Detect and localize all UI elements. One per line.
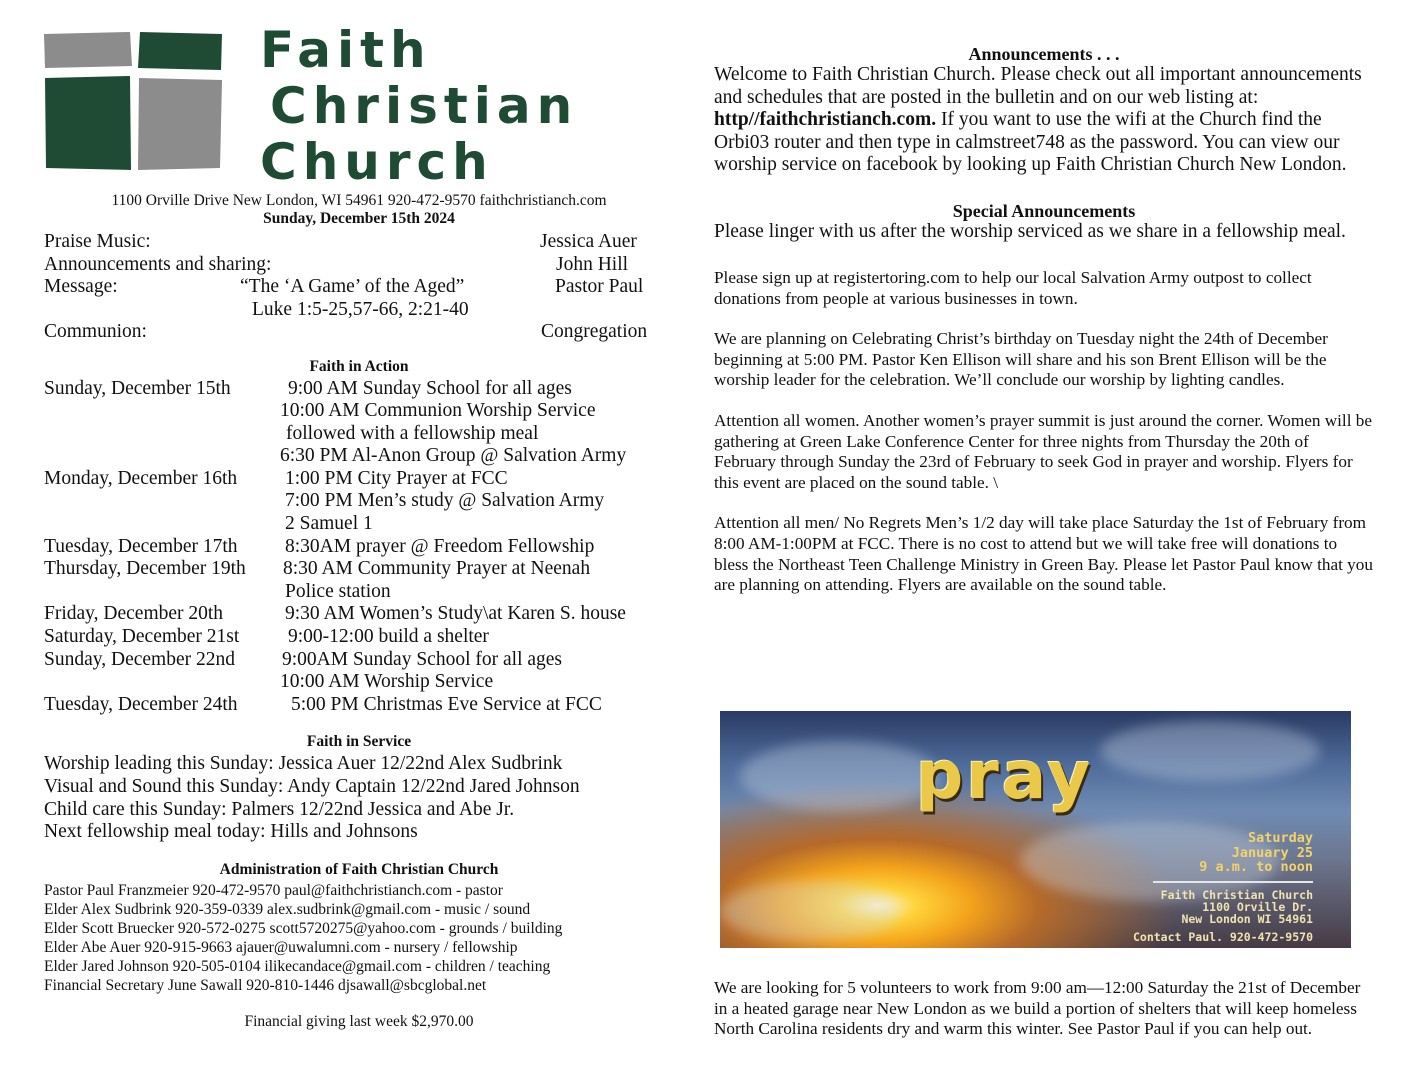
- announcement-paragraph: Please sign up at registertoring.com to help our local Salvation Army outpost to collect donations from people at various businesses in town.: [714, 268, 1312, 308]
- order-leader: Pastor Paul: [555, 276, 644, 297]
- order-label: Message:: [44, 276, 118, 297]
- schedule-row: [44, 694, 674, 717]
- pray-org: Faith Christian Church: [1160, 887, 1313, 902]
- left-column: [44, 21, 674, 1031]
- schedule-row: [44, 513, 674, 536]
- schedule-row: [44, 536, 674, 559]
- fellowship-meal-note: Please linger with us after the worship serviced as we share in a fellowship meal.: [714, 220, 1346, 242]
- schedule-row: [44, 558, 674, 581]
- order-of-service: [44, 231, 674, 344]
- announcements-title: Announcements . . .: [968, 44, 1120, 64]
- admin-line: Pastor Paul Franzmeier 920-472-9570 paul@faithchristianch.com - pastor: [44, 881, 503, 899]
- schedule-row: [44, 626, 674, 649]
- pray-event-details: [1133, 831, 1313, 943]
- faith-in-action-list: [44, 378, 674, 717]
- order-row: [44, 231, 674, 254]
- order-row: [44, 254, 674, 277]
- church-logo: [44, 21, 674, 191]
- church-address: 1100 Orville Drive New London, WI 54961 920-472-9570 faithchristianch.com: [111, 192, 607, 209]
- schedule-row: [44, 445, 674, 468]
- schedule-event: 9:00 AM Sunday School for all ages: [288, 377, 572, 399]
- cross-logo-icon: [44, 30, 224, 170]
- order-label: Praise Music:: [44, 231, 151, 252]
- schedule-day: Sunday, December 15th: [44, 377, 231, 399]
- faith-in-service-title: Faith in Service: [306, 733, 412, 751]
- schedule-event: 8:30 AM Community Prayer at Neenah: [283, 558, 591, 580]
- scripture-reference: Luke 1:5-25,57-66, 2:21-40: [252, 298, 469, 320]
- schedule-event: 9:00AM Sunday School for all ages: [282, 648, 563, 670]
- service-line: Next fellowship meal today: Hills and Johnsons: [44, 821, 418, 843]
- order-leader: Jessica Auer: [540, 231, 637, 252]
- administration-list: [44, 881, 674, 995]
- pray-flyer-image: [720, 711, 1351, 948]
- schedule-event: 10:00 AM Communion Worship Service: [280, 400, 596, 422]
- announcement-paragraph: We are planning on Celebrating Christ’s birthday on Tuesday night the 24th of December beginning at 5:00 PM. Pastor Ken Ellison will share and his son Brent Ellison will be the worship leader for the celebration. We’ll conclude our worship by lighting candles.: [714, 329, 1328, 390]
- order-label: Announcements and sharing:: [44, 253, 272, 275]
- admin-line: Elder Abe Auer 920-915-9663 ajauer@uwalumni.com - nursery / fellowship: [44, 938, 518, 956]
- schedule-event: 1:00 PM City Prayer at FCC: [285, 467, 508, 489]
- schedule-event: 9:30 AM Women’s Study\at Karen S. house: [285, 603, 626, 625]
- schedule-row: [44, 671, 674, 694]
- admin-line: Financial Secretary June Sawall 920-810-1446 djsawall@sbcglobal.net: [44, 976, 487, 994]
- right-column: [714, 44, 1374, 596]
- administration-title: Administration of Faith Christian Church: [219, 860, 499, 878]
- schedule-day: Thursday, December 19th: [44, 558, 246, 580]
- welcome-text: Welcome to Faith Christian Church. Please check out all important announcements and schedules that are posted in the bulletin and on our web listing at:: [714, 64, 1362, 108]
- schedule-event: 9:00-12:00 build a shelter: [288, 626, 489, 648]
- order-leader: John Hill: [556, 253, 629, 275]
- message-title: “The ‘A Game’ of the Aged”: [240, 276, 465, 297]
- schedule-event: 8:30AM prayer @ Freedom Fellowship: [285, 535, 595, 557]
- schedule-event: followed with a fellowship meal: [286, 422, 539, 444]
- logo-line-2: Christian: [270, 77, 579, 135]
- schedule-day: Tuesday, December 17th: [44, 535, 238, 557]
- order-row: [44, 299, 674, 322]
- schedule-row: [44, 581, 674, 604]
- schedule-row: [44, 423, 674, 446]
- schedule-event: 2 Samuel 1: [285, 513, 373, 535]
- welcome-text-rest: If you want to use the wifi at the Church find the Orbi03 router and then type in calmstreet748 as the password. You can view our worship service on facebook by looking up Faith Christian Church New London.: [714, 109, 1347, 175]
- faith-in-action-title: Faith in Action: [309, 357, 409, 375]
- service-line: Child care this Sunday: Palmers 12/22nd Jessica and Abe Jr.: [44, 798, 515, 820]
- schedule-row: [44, 378, 674, 401]
- announcement-paragraph: Attention all women. Another women’s prayer summit is just around the corner. Women will be gathering at Green Lake Conference Center for three nights from Thursday the 20th of February through Sunday the 23rd of February to seek God in prayer and worship. Flyers for this event are placed on the sound table. \: [714, 410, 1372, 492]
- pray-day: Saturday: [1247, 830, 1313, 846]
- website-link[interactable]: http//faithchristianch.com.: [714, 109, 937, 130]
- welcome-paragraph: [714, 64, 1374, 177]
- special-announcements-title: Special Announcements: [952, 200, 1136, 221]
- schedule-event: Police station: [285, 580, 391, 602]
- admin-line: Elder Alex Sudbrink 920-359-0339 alex.sudbrink@gmail.com - music / sound: [44, 900, 531, 918]
- pray-contact: Contact Paul. 920-472-9570: [1132, 929, 1313, 944]
- schedule-event: 10:00 AM Worship Service: [280, 671, 494, 693]
- schedule-day: Friday, December 20th: [44, 603, 224, 625]
- divider: [1153, 881, 1313, 883]
- schedule-day: Saturday, December 21st: [44, 626, 240, 648]
- admin-line: Elder Scott Bruecker 920-572-0275 scott5720275@yahoo.com - grounds / building: [44, 919, 563, 937]
- admin-line: Elder Jared Johnson 920-505-0104 ilikecandace@gmail.com - children / teaching: [44, 957, 551, 975]
- schedule-event: 7:00 PM Men’s study @ Salvation Army: [285, 490, 605, 512]
- schedule-row: [44, 400, 674, 423]
- schedule-event: 6:30 PM Al-Anon Group @ Salvation Army: [280, 445, 627, 467]
- logo-wordmark: [260, 22, 578, 190]
- schedule-day: Tuesday, December 24th: [44, 693, 238, 715]
- pray-city: New London WI 54961: [1181, 911, 1313, 926]
- pray-street: 1100 Orville Dr.: [1202, 899, 1313, 914]
- logo-line-1: Faith: [260, 21, 432, 79]
- pray-heading: pray: [916, 737, 1094, 814]
- announcement-paragraph: Attention all men/ No Regrets Men’s 1/2 day will take place Saturday the 1st of February from 8:00 AM-1:00PM at FCC. There is no cost to attend but we will take free will donations to bless the Northeast Teen Challenge Ministry in Green Bay. Please let Pastor Paul know that you are planning on attending. Flyers are available on the sound table.: [714, 513, 1373, 595]
- bulletin-date: Sunday, December 15th 2024: [263, 210, 455, 227]
- service-line: Visual and Sound this Sunday: Andy Captain 12/22nd Jared Johnson: [44, 776, 580, 797]
- order-row: [44, 276, 674, 299]
- service-line: Worship leading this Sunday: Jessica Auer 12/22nd Alex Sudbrink: [44, 753, 563, 775]
- pray-time: 9 a.m. to noon: [1199, 859, 1313, 875]
- financial-giving: Financial giving last week $2,970.00: [244, 1012, 474, 1030]
- pray-date: January 25: [1231, 844, 1313, 861]
- schedule-row: [44, 603, 674, 626]
- logo-line-3: Church: [260, 133, 494, 191]
- volunteers-paragraph: We are looking for 5 volunteers to work from 9:00 am—12:00 Saturday the 21st of December in a heated garage near New London as we build a portion of shelters that will keep homeless North Carolina residents dry and warm this winter. See Pastor Paul if you can help out.: [714, 978, 1361, 1039]
- faith-in-service-list: [44, 753, 674, 843]
- order-row: [44, 321, 674, 344]
- order-leader: Congregation: [541, 321, 648, 342]
- schedule-day: Sunday, December 22nd: [44, 648, 235, 670]
- order-label: Communion:: [44, 321, 147, 342]
- schedule-row: [44, 649, 674, 672]
- schedule-event: 5:00 PM Christmas Eve Service at FCC: [291, 693, 602, 715]
- schedule-row: [44, 468, 674, 491]
- schedule-day: Monday, December 16th: [44, 467, 238, 489]
- schedule-row: [44, 490, 674, 513]
